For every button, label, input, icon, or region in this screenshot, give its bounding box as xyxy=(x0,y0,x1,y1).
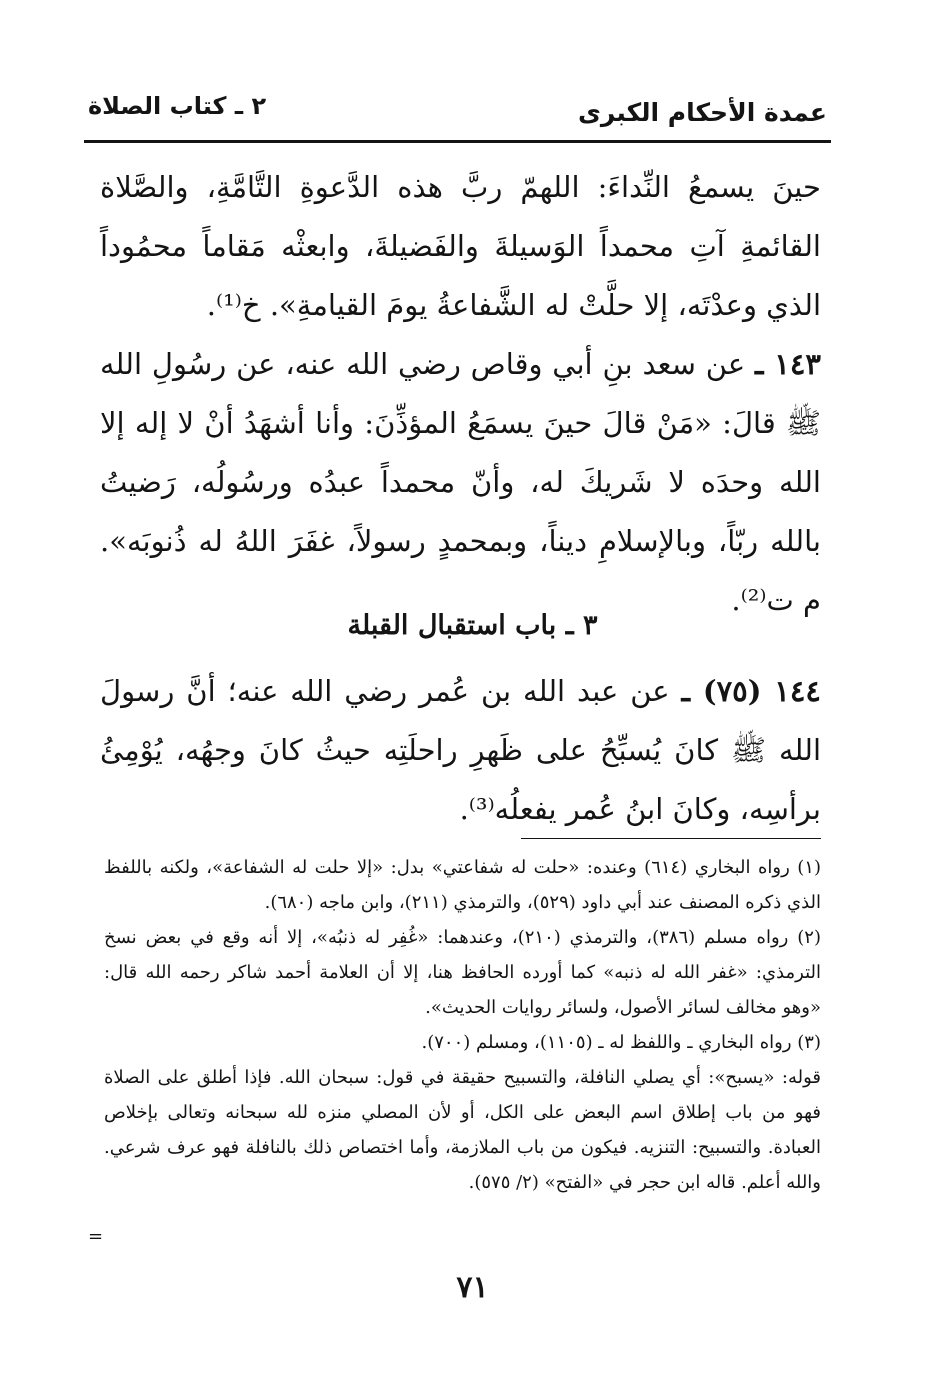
footnote-separator xyxy=(521,838,821,839)
hadith-number: ١٤٣ ـ xyxy=(755,347,822,381)
continuation-mark: = xyxy=(88,1226,104,1247)
footnote-note: قوله: «يسبح»: أي يصلي النافلة، والتسبيح حقيقة في قول: سبحان الله. فإذا أطلق على الصلاة فهو من باب إطلاق اسم البعض على الكل، أو لأن المصلي منزه لله سبحانه وتعالى بإخلاص العبادة. والتسبيح: التنزيه. فيكون من باب الملازمة، وأما اختصاص ذلك بالنافلة فهو عرف شرعي. والله أعلم. قاله ابن حجر في «الفتح» (٢/ ٥٧٥). xyxy=(104,1067,821,1193)
hadith-text: عن عبد الله بن عُمر رضي الله عنه؛ أنَّ رسولَ الله ﷺ كانَ يُسبِّحُ على ظَهرِ راحلَتِه حيثُ كانَ وجهُه، يُوْمِئُ برأسِه، وكانَ ابنُ عُمر يفعلُه⁽³⁾. xyxy=(100,674,821,826)
footnote-3: (٣) رواه البخاري ـ واللفظ له ـ (١١٠٥)، ومسلم (٧٠٠). xyxy=(421,1032,821,1053)
hadith-143 xyxy=(100,335,821,630)
hadith-text: عن سعد بنِ أبي وقاص رضي الله عنه، عن رسُولِ الله ﷺ قالَ: «مَنْ قالَ حينَ يسمَعُ المؤذِّنَ: وأنا أشهَدُ أنْ لا إله إلا الله وحدَه لا شَريكَ له، وأنّ محمداً عبدُه ورسُولُه، رَضيتُ بالله ربّاً، وبالإسلامِ ديناً، وبمحمدٍ رسولاً، غفَرَ اللهُ له ذُنوبَه». م ت⁽²⁾. xyxy=(100,347,821,617)
running-header xyxy=(88,92,827,138)
main-text xyxy=(100,158,821,630)
header-rule xyxy=(84,140,831,143)
footnote-2: (٢) رواه مسلم (٣٨٦)، والترمذي (٢١٠)، وعندهما: «غُفِر له ذنبُه»، إلا أنه وقع في بعض نسخ الترمذي: «غفر الله له ذنبه» كما أورده الحافظ هنا، إلا أن العلامة أحمد شاكر رحمه الله قال: «وهو مخالف لسائر الأصول، ولسائر روايات الحديث». xyxy=(104,927,821,1018)
paragraph-continuation: حينَ يسمعُ النِّداءَ: اللهمّ ربَّ هذه الدَّعوةِ التَّامَّةِ، والصَّلاة القائمةِ آتِ محمداً الوَسيلةَ والفَضيلةَ، وابعثْه مَقاماً محمُوداً الذي وعدْتَه، إلا حلَّتْ له الشَّفاعةُ يومَ القيامةِ». خ⁽¹⁾. xyxy=(100,170,821,322)
main-text-section-3 xyxy=(100,662,821,839)
footnotes xyxy=(104,850,821,1200)
chapter-title: ٢ ـ كتاب الصلاة xyxy=(88,92,267,120)
footnote-1: (١) رواه البخاري (٦١٤) وعنده: «حلت له شفاعتي» بدل: «إلا حلت له الشفاعة»، ولكنه باللفظ الذي ذكره المصنف عند أبي داود (٥٢٩)، والترمذي (٢١١)، وابن ماجه (٦٨٠). xyxy=(104,857,821,913)
hadith-number: ١٤٤ (٧٥) ـ xyxy=(681,674,821,708)
page-number: ٧١ xyxy=(456,1270,489,1305)
book-title: عمدة الأحكام الكبرى xyxy=(577,98,827,127)
hadith-144 xyxy=(100,662,821,839)
section-title: ٣ ـ باب استقبال القبلة xyxy=(347,610,598,641)
